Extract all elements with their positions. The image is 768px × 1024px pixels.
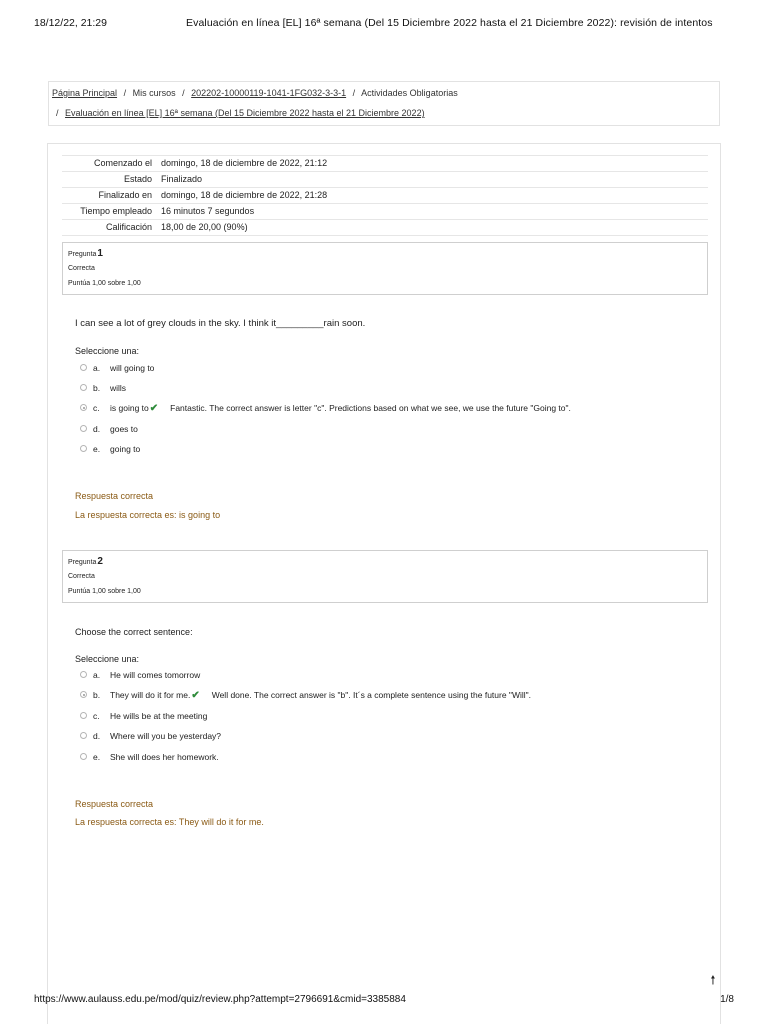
question-info-box	[62, 242, 708, 295]
radio-button[interactable]	[80, 364, 87, 371]
option-feedback: Well done. The correct answer is "b". It´s a complete sentence using the future "Will".	[211, 690, 532, 700]
breadcrumb-home-link[interactable]: Página Principal	[52, 88, 118, 98]
print-header	[34, 17, 768, 31]
summary-value: 16 minutos 7 segundos	[161, 206, 255, 216]
option-text: She will does her homework.	[110, 752, 219, 762]
radio-button[interactable]	[80, 671, 87, 678]
summary-row-time	[62, 203, 708, 219]
scroll-to-top-icon[interactable]: 🠕	[710, 973, 716, 987]
summary-label: Finalizado en	[98, 190, 152, 200]
option-letter: d.	[93, 731, 101, 741]
summary-value: domingo, 18 de diciembre de 2022, 21:12	[161, 158, 328, 168]
question-text: I can see a lot of grey clouds in the sky. I think it_________rain soon.	[75, 318, 366, 329]
question-grade: Puntúa 1,00 sobre 1,00	[68, 588, 141, 595]
question-info-box	[62, 550, 708, 603]
question-number-value: 1	[97, 248, 103, 259]
check-icon: ✔	[149, 403, 159, 414]
option-letter: a.	[93, 670, 101, 680]
option-text: They will do it for me.	[110, 690, 191, 700]
breadcrumb	[48, 81, 720, 126]
correct-answer-text: La respuesta correcta es: is going to	[75, 510, 221, 520]
check-icon: ✔	[191, 690, 200, 701]
breadcrumb-my-courses: Mis cursos	[132, 88, 176, 98]
option-answer	[110, 403, 571, 414]
question-result: Respuesta correcta	[75, 491, 154, 501]
radio-button[interactable]	[80, 425, 87, 432]
option-letter: a.	[93, 363, 101, 373]
print-page-title: Evaluación en línea [EL] 16ª semana (Del 15 Diciembre 2022 hasta el 21 Diciembre 2022): revisión de intentos	[186, 17, 713, 29]
option-letter: b.	[93, 690, 101, 700]
summary-label: Tiempo empleado	[80, 206, 152, 216]
option-text: Where will you be yesterday?	[110, 731, 222, 741]
summary-label: Estado	[123, 174, 152, 184]
option-text: is going to	[110, 403, 149, 413]
summary-row-state	[62, 171, 708, 187]
breadcrumb-separator: /	[352, 88, 356, 98]
summary-label: Calificación	[105, 222, 152, 232]
option-feedback: Fantastic. The correct answer is letter "c". Predictions based on what we see, we use the future "Going to".	[170, 403, 571, 413]
question-number	[68, 556, 103, 567]
option-text: will going to	[110, 363, 155, 373]
option-answer	[110, 690, 531, 701]
question-number-value: 2	[97, 556, 103, 567]
option-letter: b.	[93, 383, 101, 393]
breadcrumb-separator: /	[182, 88, 185, 98]
question-state: Correcta	[68, 265, 95, 272]
summary-label: Comenzado el	[93, 158, 152, 168]
radio-button-checked[interactable]	[80, 404, 87, 411]
option-letter: e.	[93, 752, 101, 762]
option-text: He will comes tomorrow	[110, 670, 201, 680]
option-letter: e.	[93, 444, 101, 454]
breadcrumb-separator: /	[123, 88, 127, 98]
answer-prompt: Seleccione una:	[75, 654, 140, 664]
print-footer	[34, 994, 734, 1006]
option-text: goes to	[110, 424, 138, 434]
question-label: Pregunta	[68, 559, 97, 566]
radio-button[interactable]	[80, 753, 87, 760]
summary-value: domingo, 18 de diciembre de 2022, 21:28	[161, 190, 328, 200]
correct-answer-text: La respuesta correcta es: They will do it for me.	[75, 817, 264, 827]
summary-value: Finalizado	[161, 174, 203, 184]
answer-prompt: Seleccione una:	[75, 346, 140, 356]
question-result: Respuesta correcta	[75, 799, 154, 809]
question-number	[68, 248, 103, 259]
radio-button[interactable]	[80, 445, 87, 452]
summary-row-finished	[62, 187, 708, 203]
print-url: https://www.aulauss.edu.pe/mod/quiz/review.php?attempt=2796691&cmid=3385884	[34, 994, 406, 1005]
print-date: 18/12/22, 21:29	[34, 17, 107, 29]
radio-button[interactable]	[80, 712, 87, 719]
print-page-number: 1/8	[720, 994, 734, 1005]
option-letter: c.	[93, 403, 100, 413]
option-text: going to	[110, 444, 141, 454]
radio-button[interactable]	[80, 384, 87, 391]
radio-button-checked[interactable]	[80, 691, 87, 698]
breadcrumb-section: Actividades Obligatorias	[361, 88, 458, 98]
breadcrumb-course-link[interactable]: 202202-10000119-1041-1FG032-3-3-1	[191, 88, 347, 98]
question-grade: Puntúa 1,00 sobre 1,00	[68, 280, 141, 287]
question-state: Correcta	[68, 573, 95, 580]
breadcrumb-quiz-link[interactable]: Evaluación en línea [EL] 16ª semana (Del 15 Diciembre 2022 hasta el 21 Diciembre 2022)	[65, 108, 425, 118]
option-letter: d.	[93, 424, 101, 434]
question-text: Choose the correct sentence:	[75, 627, 193, 637]
option-text: He wills be at the meeting	[110, 711, 208, 721]
option-letter: c.	[93, 711, 100, 721]
attempt-summary-table	[62, 155, 708, 236]
option-text: wills	[110, 383, 127, 393]
breadcrumb-separator: /	[56, 108, 59, 118]
summary-row-grade	[62, 219, 708, 236]
radio-button[interactable]	[80, 732, 87, 739]
summary-value: 18,00 de 20,00 (90%)	[161, 222, 248, 232]
question-label: Pregunta	[68, 251, 97, 258]
summary-row-started	[62, 155, 708, 171]
